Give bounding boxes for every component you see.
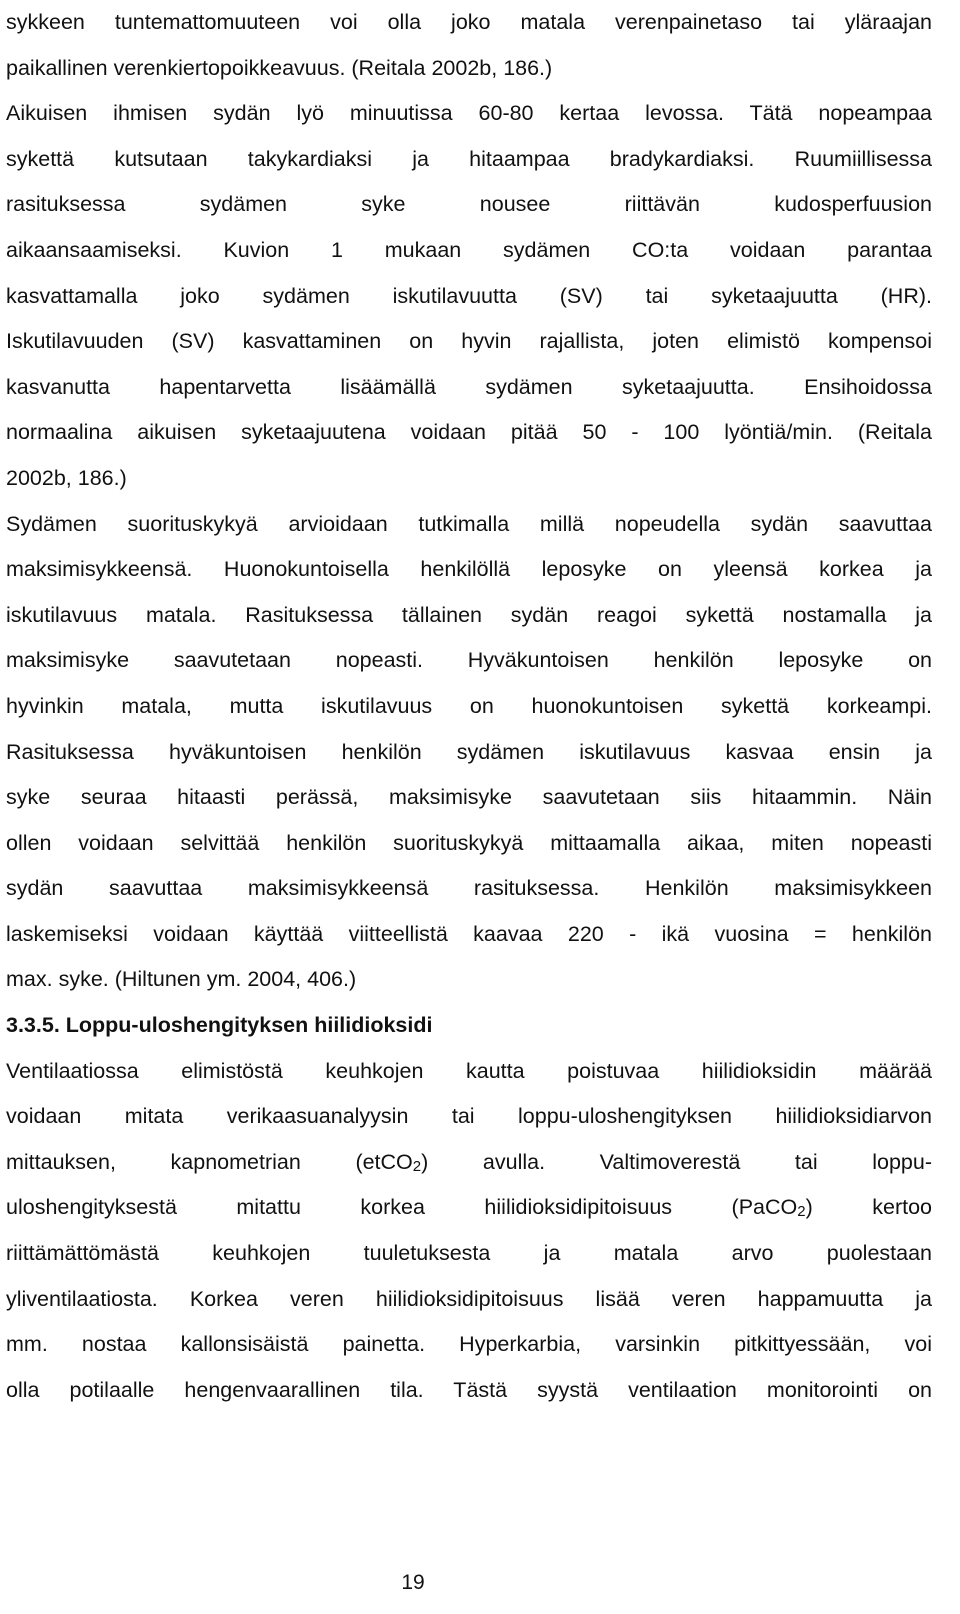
text-line: paikallinen verenkiertopoikkeavuus. (Reitala 2002b, 186.)	[6, 55, 553, 80]
paragraph-1	[6, 0, 932, 91]
text-segment: ) avulla. Valtimoverestä tai loppu-	[421, 1149, 932, 1174]
paragraph-3	[6, 502, 932, 1004]
text-line: aikaansaamiseksi. Kuvion 1 mukaan sydämen CO:ta voidaan parantaa	[6, 237, 932, 262]
text-line: Aikuisen ihmisen sydän lyö minuutissa 60-80 kertaa levossa. Tätä nopeampaa	[6, 101, 932, 126]
text-line: Iskutilavuuden (SV) kasvattaminen on hyvin rajallista, joten elimistö kompensoi	[6, 329, 932, 354]
text-line: Ventilaatiossa elimistöstä keuhkojen kautta poistuvaa hiilidioksidin määrää	[6, 1058, 932, 1083]
page-number: 19	[401, 1571, 425, 1594]
text-line: mm. nostaa kallonsisäistä painetta. Hyperkarbia, varsinkin pitkittyessään, voi	[6, 1332, 932, 1357]
text-line	[6, 1185, 932, 1231]
text-line: iskutilavuus matala. Rasituksessa tällainen sydän reagoi sykettä nostamalla ja	[6, 602, 932, 627]
subscript: 2	[412, 1157, 422, 1175]
text-line	[6, 1140, 932, 1186]
text-line: yliventilaatiosta. Korkea veren hiilidioksidipitoisuus lisää veren happamuutta ja	[6, 1286, 932, 1311]
subscript: 2	[797, 1203, 806, 1221]
text-line: Rasituksessa hyväkuntoisen henkilön sydämen iskutilavuus kasvaa ensin ja	[6, 739, 932, 764]
paragraph-2	[6, 91, 932, 501]
text-segment: uloshengityksestä mitattu korkea hiilidioksidipitoisuus (PaCO	[6, 1195, 798, 1220]
text-line: kasvattamalla joko sydämen iskutilavuutta (SV) tai syketaajuutta (HR).	[6, 283, 932, 308]
text-segment: mittauksen, kapnometrian (etCO	[6, 1149, 413, 1174]
text-line: maksimisykkeensä. Huonokuntoisella henkilöllä leposyke on yleensä korkea ja	[6, 557, 932, 582]
text-line: normaalina aikuisen syketaajuutena voidaan pitää 50 - 100 lyöntiä/min. (Reitala	[6, 420, 932, 445]
text-line: ollen voidaan selvittää henkilön suorituskykyä mittaamalla aikaa, miten nopeasti	[6, 830, 932, 855]
text-line: 2002b, 186.)	[6, 465, 127, 490]
text-line: Sydämen suorituskykyä arvioidaan tutkimalla millä nopeudella sydän saavuttaa	[6, 511, 932, 536]
text-line: voidaan mitata verikaasuanalyysin tai loppu-uloshengityksen hiilidioksidiarvon	[6, 1104, 932, 1129]
document-page	[6, 0, 932, 1413]
text-line: riittämättömästä keuhkojen tuuletuksesta ja matala arvo puolestaan	[6, 1241, 932, 1266]
text-line: maksimisyke saavutetaan nopeasti. Hyväkuntoisen henkilön leposyke on	[6, 648, 932, 673]
text-line: sydän saavuttaa maksimisykkeensä rasituksessa. Henkilön maksimisykkeen	[6, 876, 932, 901]
paragraph-4	[6, 1049, 932, 1414]
text-line: rasituksessa sydämen syke nousee riittävän kudosperfuusion	[6, 192, 932, 217]
text-line: laskemiseksi voidaan käyttää viitteellistä kaavaa 220 - ikä vuosina = henkilön	[6, 921, 932, 946]
text-line: sykettä kutsutaan takykardiaksi ja hitaampaa bradykardiaksi. Ruumiillisessa	[6, 146, 932, 171]
text-line: kasvanutta hapentarvetta lisäämällä sydämen syketaajuutta. Ensihoidossa	[6, 374, 932, 399]
text-line: sykkeen tuntemattomuuteen voi olla joko matala verenpainetaso tai yläraajan	[6, 10, 932, 34]
text-line: max. syke. (Hiltunen ym. 2004, 406.)	[6, 967, 357, 992]
text-line: syke seuraa hitaasti perässä, maksimisyke saavutetaan siis hitaammin. Näin	[6, 785, 932, 810]
text-line: hyvinkin matala, mutta iskutilavuus on huonokuntoisen sykettä korkeampi.	[6, 693, 932, 718]
section-heading: 3.3.5. Loppu-uloshengityksen hiilidioksidi	[6, 1013, 433, 1038]
text-line: olla potilaalle hengenvaarallinen tila. Tästä syystä ventilaation monitorointi on	[6, 1377, 932, 1402]
text-segment: ) kertoo	[805, 1195, 932, 1220]
